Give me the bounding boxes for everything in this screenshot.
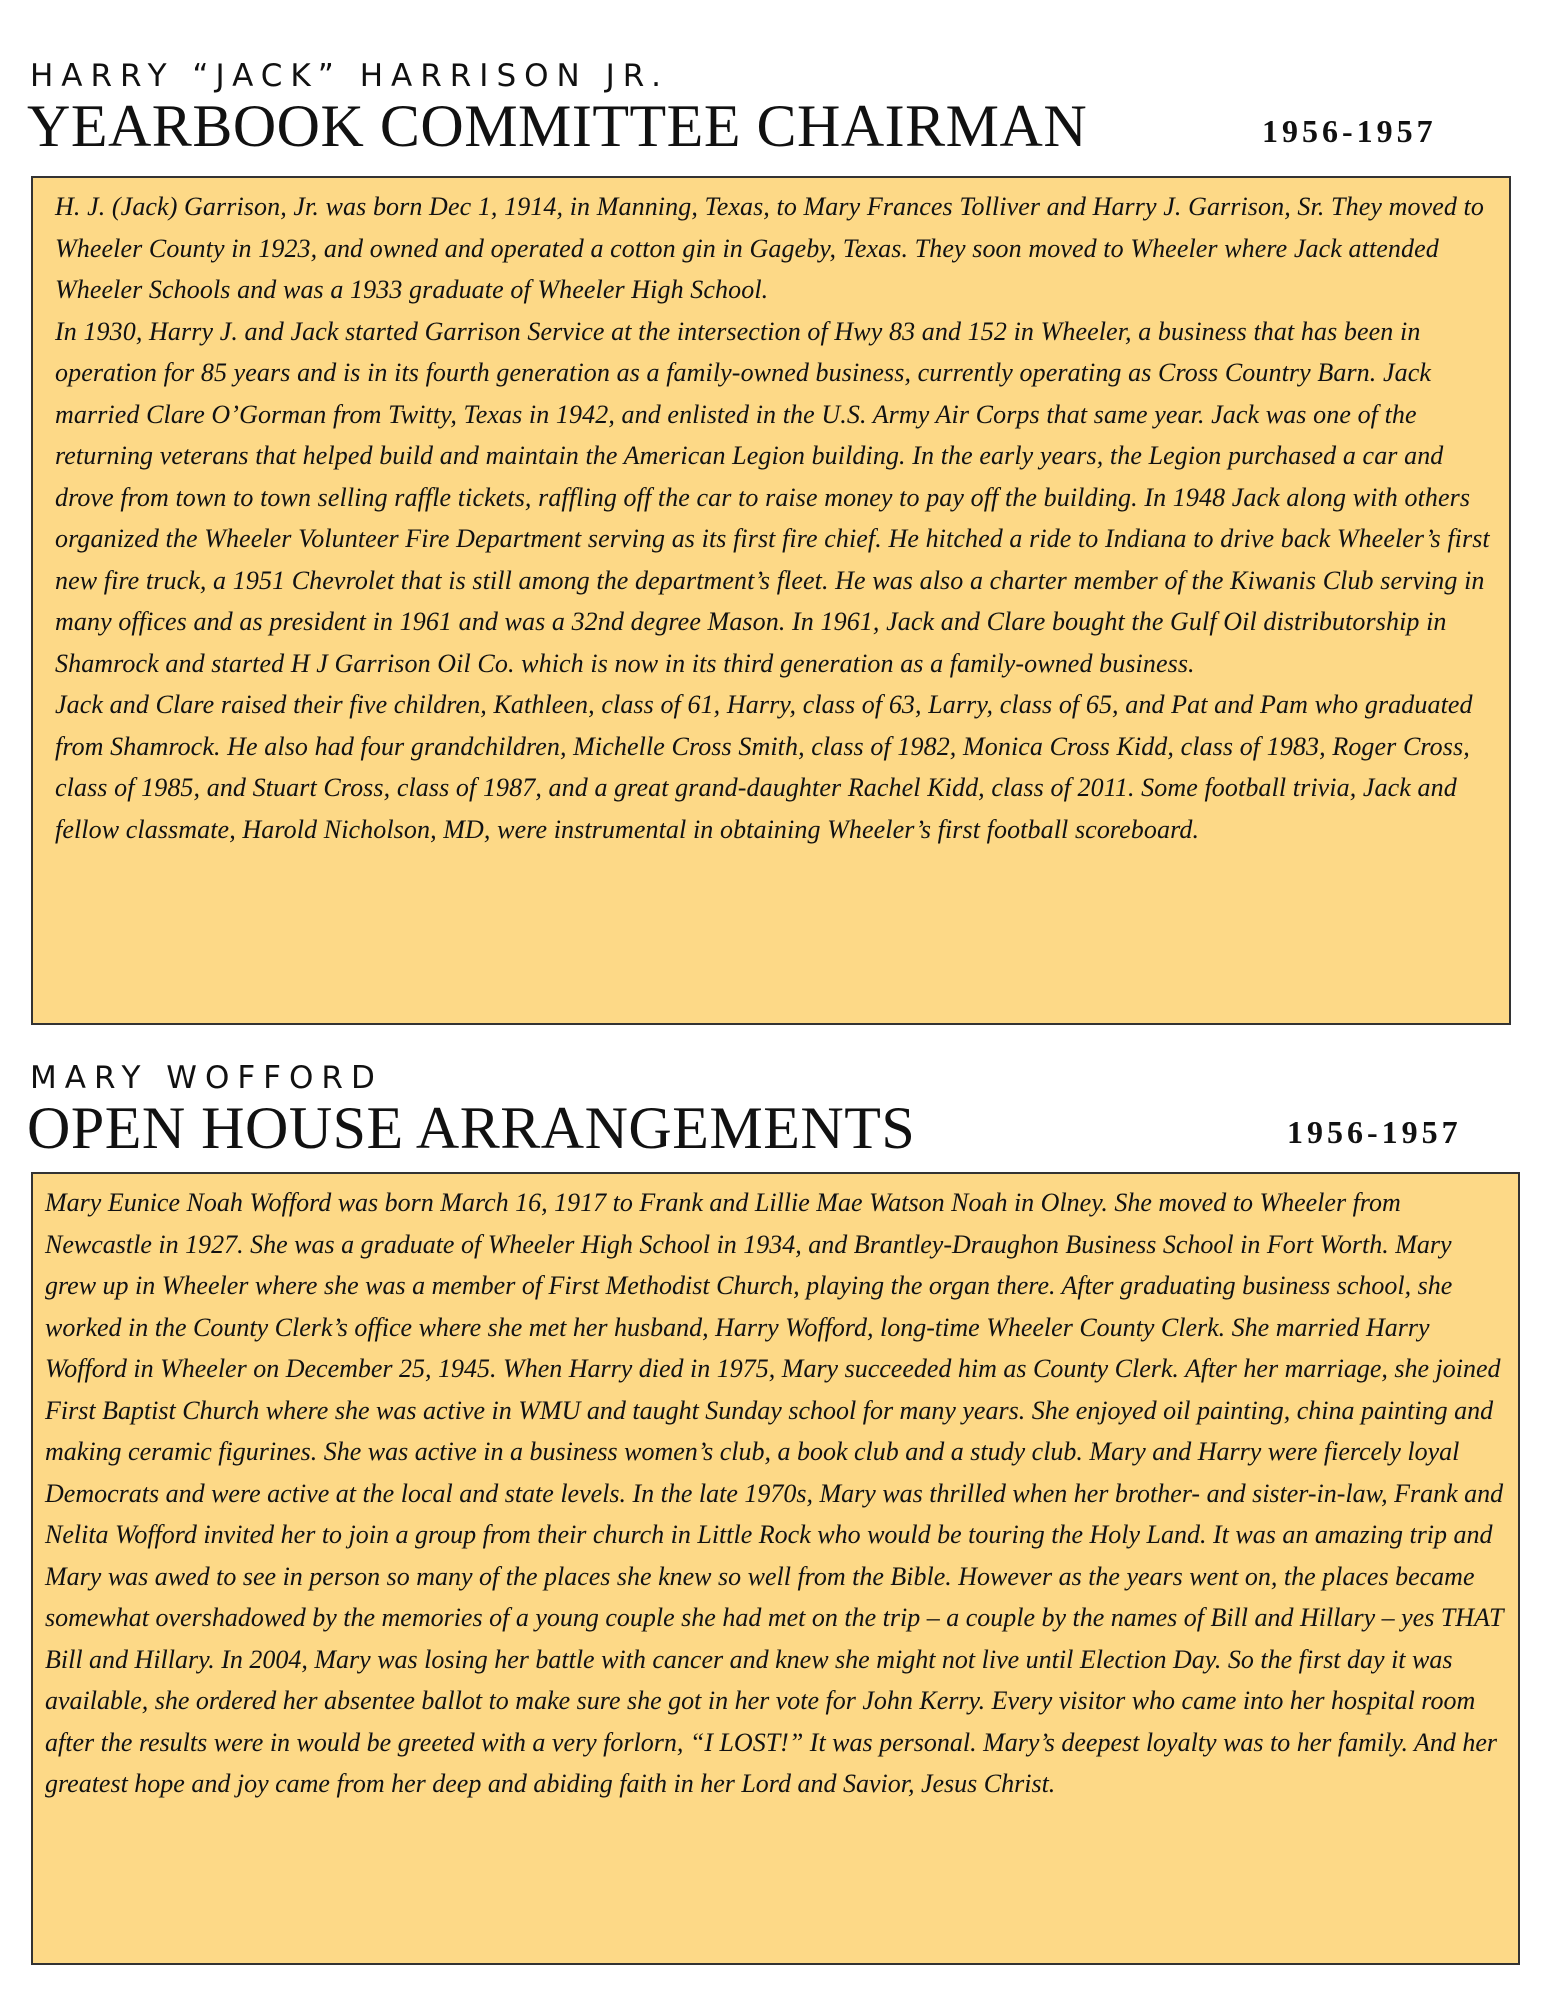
years-label: 1956-1957 <box>1287 1114 1462 1150</box>
person-name: HARRY “JACK” HARRISON JR. <box>30 58 669 94</box>
bio-box <box>31 176 1511 1025</box>
bio-paragraph: In 1930, Harry J. and Jack started Garrison Service at the intersection of Hwy 83 and 152 in Wheeler, a business that has been in operation for 85 years and is in its fourth generation as a family-owned business, currently operating as Cross Country Barn. Jack married Clare O’Gorman from Twitty, Texas in 1942, and enlisted in the U.S. Army Air Corps that same year. Jack was one of the returning veterans that helped build and maintain the American Legion building. In the early years, the Legion purchased a car and drove from town to town selling raffle tickets, raffling off the car to raise money to pay off the building. In 1948 Jack along with others organized the Wheeler Volunteer Fire Department serving as its first fire chief. He hitched a ride to Indiana to drive back Wheeler’s first new fire truck, a 1951 Chevrolet that is still among the department’s fleet. He was also a charter member of the Kiwanis Club serving in many offices and as president in 1961 and was a 32nd degree Mason. In 1961, Jack and Clare bought the Gulf Oil distributorship in Shamrock and started H J Garrison Oil Co. which is now in its third generation as a family-owned business. <box>55 316 1490 678</box>
bio-box <box>31 1172 1520 1965</box>
bio-text <box>55 186 1495 850</box>
person-name: MARY WOFFORD <box>30 1060 383 1096</box>
role-title: OPEN HOUSE ARRANGEMENTS <box>27 1095 916 1161</box>
role-title: YEARBOOK COMMITTEE CHAIRMAN <box>27 93 1088 159</box>
bio-paragraph: H. J. (Jack) Garrison, Jr. was born Dec 1, 1914, in Manning, Texas, to Mary Frances Tolliver and Harry J. Garrison, Sr. They moved to Wheeler County in 1923, and owned and operated a cotton gin in Gageby, Texas. They soon moved to Wheeler where Jack attended Wheeler Schools and was a 1933 graduate of Wheeler High School. <box>55 192 1484 304</box>
bio-paragraph: Jack and Clare raised their five children, Kathleen, class of 61, Harry, class of 63, Larry, class of 65, and Pat and Pam who graduated from Shamrock. He also had four grandchildren, Michelle Cross Smith, class of 1982, Monica Cross Kidd, class of 1983, Roger Cross, class of 1985, and Stuart Cross, class of 1987, and a great grand-daughter Rachel Kidd, class of 2011. Some football trivia, Jack and fellow classmate, Harold Nicholson, MD, were instrumental in obtaining Wheeler’s first football scoreboard. <box>55 690 1473 844</box>
bio-paragraph: Mary Eunice Noah Wofford was born March 16, 1917 to Frank and Lillie Mae Watson Noah in Olney. She moved to Wheeler from Newcastle in 1927. She was a graduate of Wheeler High School in 1934, and Brantley-Draughon Business School in Fort Worth. Mary grew up in Wheeler where she was a member of First Methodist Church, playing the organ there. After graduating business school, she worked in the County Clerk’s office where she met her husband, Harry Wofford, long-time Wheeler County Clerk. She married Harry Wofford in Wheeler on December 25, 1945. When Harry died in 1975, Mary succeeded him as County Clerk. After her marriage, she joined First Baptist Church where she was active in WMU and taught Sunday school for many years. She enjoyed oil painting, china painting and making ceramic figurines. She was active in a business women’s club, a book club and a study club. Mary and Harry were fiercely loyal Democrats and were active at the local and state levels. In the late 1970s, Mary was thrilled when her brother- and sister-in-law, Frank and Nelita Wofford invited her to join a group from their church in Little Rock who would be touring the Holy Land. It was an amazing trip and Mary was awed to see in person so many of the places she knew so well from the Bible. However as the years went on, the places became somewhat overshadowed by the memories of a young couple she had met on the trip – a couple by the names of Bill and Hillary – yes THAT Bill and Hillary. In 2004, Mary was losing her battle with cancer and knew she might not live until Election Day. So the first day it was available, she ordered her absentee ballot to make sure she got in her vote for John Kerry. Every visitor who came into her hospital room after the results were in would be greeted with a very forlorn, “I LOST!” It was personal. Mary’s deepest loyalty was to her family. And her greatest hope and joy came from her deep and abiding faith in her Lord and Savior, Jesus Christ. <box>45 1188 1504 1798</box>
years-label: 1956-1957 <box>1262 113 1437 149</box>
bio-text <box>45 1182 1508 1805</box>
